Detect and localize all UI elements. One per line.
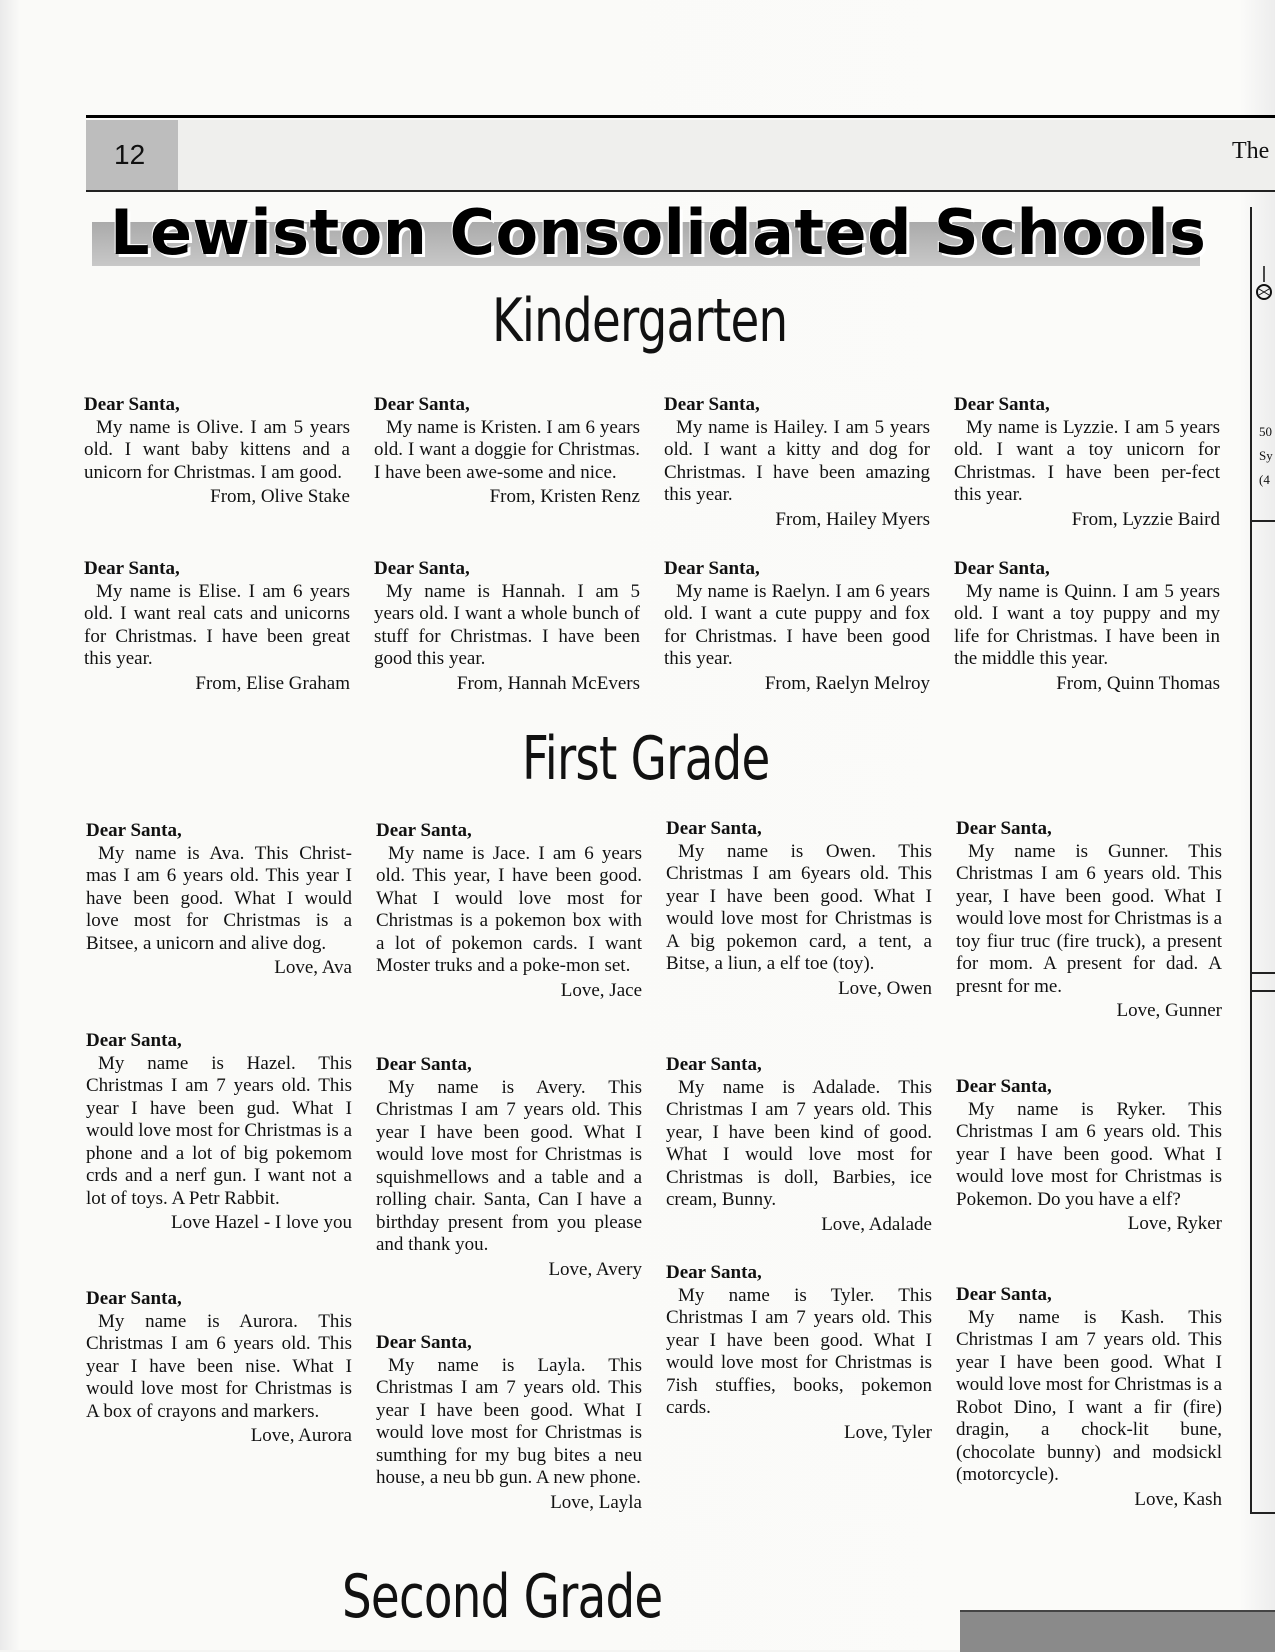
letter-signature: Love, Tyler [843,1421,932,1443]
letter-body: My name is Layla. This Christmas I am 7 years old. This year I have been good. What I would love most for Christmas is sumthing for my bug bites a neu house, a neu bb gun. A new phone. [376,1354,642,1488]
letter [376,1054,642,1281]
letter-signature: From, Raelyn Melroy [764,672,930,694]
letter-body: My name is Kash. This Christmas I am 7 years old. This year I have been good. What I would love most for Christmas is a Robot Dino, I want a fir (fire) dragin, a chock-lit bune, (chocolate bunny) and modsickl (motorcycle). [956,1306,1222,1485]
letter [374,394,640,509]
letter-greeting: Dear Santa, [376,1054,472,1075]
letter [376,1332,642,1514]
letter-greeting: Dear Santa, [954,558,1050,579]
adjacent-column-text: 50 [1259,424,1272,439]
letter-greeting: Dear Santa, [666,1054,762,1075]
letter-greeting: Dear Santa, [86,820,182,841]
letter-body: My name is Avery. This Christmas I am 7 years old. This year I have been good. What I would love most for Christmas is squishmellows and a table and a rolling chair. Santa, Can I have a birthday present from you please and thank you. [376,1076,642,1255]
letter-body: My name is Hailey. I am 5 years old. I want a kitty and dog for Christmas. I have been amazing this year. [664,416,930,505]
letter-signature: Love Hazel - I love you [171,1212,352,1233]
letter-signature: Love, Ryker [1127,1213,1222,1234]
letter-greeting: Dear Santa, [664,558,760,579]
page-number: 12 [86,120,178,190]
letter-greeting: Dear Santa, [956,818,1052,839]
letter-greeting: Dear Santa, [956,1076,1052,1097]
header-band [178,120,1275,190]
letter-body: My name is Olive. I am 5 years old. I want baby kittens and a unicorn for Christmas. I am good. [84,416,350,483]
letter-signature: From, Quinn Thomas [1056,672,1220,694]
letter-body: My name is Adalade. This Christmas I am 7 years old. This year, I have been kind of good. What I would love most for Christmas is doll, Barbies, ice cream, Bunny. [666,1076,932,1210]
letter [956,1284,1222,1511]
letter [84,394,350,509]
letter [84,558,350,695]
letter [954,558,1220,695]
letter-signature: From, Kristen Renz [489,486,640,507]
letter [86,820,352,980]
letter-body: My name is Ava. This Christ-mas I am 6 years old. This year I have been good. What I would love most for Christmas is a Bitsee, a unicorn and alive dog. [86,842,352,954]
letter-greeting: Dear Santa, [666,1262,762,1283]
letter-greeting: Dear Santa, [84,558,180,579]
letter [666,818,932,1000]
letter-signature: Love, Ava [274,957,352,978]
adjacent-column-text: Sy [1259,448,1273,463]
letter [954,394,1220,531]
letter-greeting: Dear Santa, [666,818,762,839]
heading-first-grade: First Grade [522,724,770,794]
letter-signature: Love, Layla [550,1491,642,1513]
letter [376,820,642,1002]
letter [956,1076,1222,1236]
letter [664,394,930,531]
letter-greeting: Dear Santa, [956,1284,1052,1305]
letter [666,1262,932,1444]
letter [664,558,930,695]
letter-body: My name is Raelyn. I am 6 years old. I want a cute puppy and fox for Christmas. I have been good this year. [664,580,930,669]
letter-signature: From, Hailey Myers [775,508,930,530]
letter [666,1054,932,1236]
letter-greeting: Dear Santa, [374,558,470,579]
letter-body: My name is Hannah. I am 5 years old. I want a whole bunch of stuff for Christmas. I have been good this year. [374,580,640,669]
letter [86,1030,352,1235]
letter-body: My name is Lyzzie. I am 5 years old. I want a toy unicorn for Christmas. I have been per-fect this year. [954,416,1220,505]
bottom-ad-box [960,1610,1275,1652]
letter-body: My name is Quinn. I am 5 years old. I want a toy puppy and my life for Christmas. I have been in the middle this year. [954,580,1220,669]
letter-body: My name is Hazel. This Christmas I am 7 years old. This year I have been gud. What I would love most for Christmas is a phone and a lot of big pokemom crds and a nerf gun. I want not a lot of toys. A Petr Rabbit. [86,1052,352,1209]
letter-body: My name is Jace. I am 6 years old. This year, I have been good. What I would love most for Christmas is a pokemon box with a lot of pokemon cards. I want Moster truks and a poke-mon set. [376,842,642,976]
letter-body: My name is Elise. I am 6 years old. I want real cats and unicorns for Christmas. I have been great this year. [84,580,350,669]
letter-signature: Love, Avery [548,1258,642,1280]
letter-body: My name is Aurora. This Christmas I am 6 years old. This year I have been nise. What I would love most for Christmas is A box of crayons and markers. [86,1310,352,1422]
letter-signature: Love, Gunner [1116,1000,1222,1021]
letter-body: My name is Gunner. This Christmas I am 6 years old. This year, I have been good. What I would love most for Christmas is a toy fiur truc (fire truck), a present for mom. A present for dad. A presnt for me. [956,840,1222,997]
letter-greeting: Dear Santa, [86,1288,182,1309]
letter [374,558,640,695]
letter-body: My name is Kristen. I am 6 years old. I want a doggie for Christmas. I have been awe-some and nice. [374,416,640,483]
letter-greeting: Dear Santa, [86,1030,182,1051]
letter-greeting: Dear Santa, [954,394,1050,415]
letter-greeting: Dear Santa, [84,394,180,415]
letter-greeting: Dear Santa, [376,820,472,841]
adjacent-column-text: (4 [1259,472,1270,487]
letter-signature: From, Elise Graham [195,672,350,694]
letter-greeting: Dear Santa, [374,394,470,415]
top-rule [86,115,1275,118]
letter-greeting: Dear Santa, [664,394,760,415]
adjacent-column-box [1250,520,1275,974]
letter-signature: From, Lyzzie Baird [1071,508,1220,530]
letter-body: My name is Ryker. This Christmas I am 6 years old. This year I have been good. What I would love most for Christmas is Pokemon. Do you have a elf? [956,1098,1222,1210]
masthead-partial: The [1232,138,1270,164]
letter-signature: From, Hannah McEvers [456,672,640,694]
letter-body: My name is Tyler. This Christmas I am 7 years old. This year I have been good. What I would love most for Christmas is 7ish stuffies, books, pokemon cards. [666,1284,932,1418]
letter [86,1288,352,1448]
letter-signature: Love, Kash [1134,1488,1222,1510]
letter-signature: Love, Owen [838,977,932,999]
letter-signature: From, Olive Stake [210,486,350,507]
letter-body: My name is Owen. This Christmas I am 6years old. This year I have been good. What I would love most for Christmas is A big pokemon card, a tent, a Bitse, a liun, a elf toe (toy). [666,840,932,974]
adjacent-column-box [1250,990,1275,1514]
header-rule [86,190,1275,192]
ornament-icon [1256,266,1272,308]
letter-signature: Love, Adalade [821,1213,932,1235]
letter [956,818,1222,1023]
letter-signature: Love, Jace [560,979,642,1001]
letter-greeting: Dear Santa, [376,1332,472,1353]
school-title: Lewiston Consolidated Schools [110,196,1207,269]
letter-signature: Love, Aurora [250,1425,352,1446]
heading-kindergarten: Kindergarten [492,286,788,356]
heading-second-grade: Second Grade [342,1562,663,1632]
